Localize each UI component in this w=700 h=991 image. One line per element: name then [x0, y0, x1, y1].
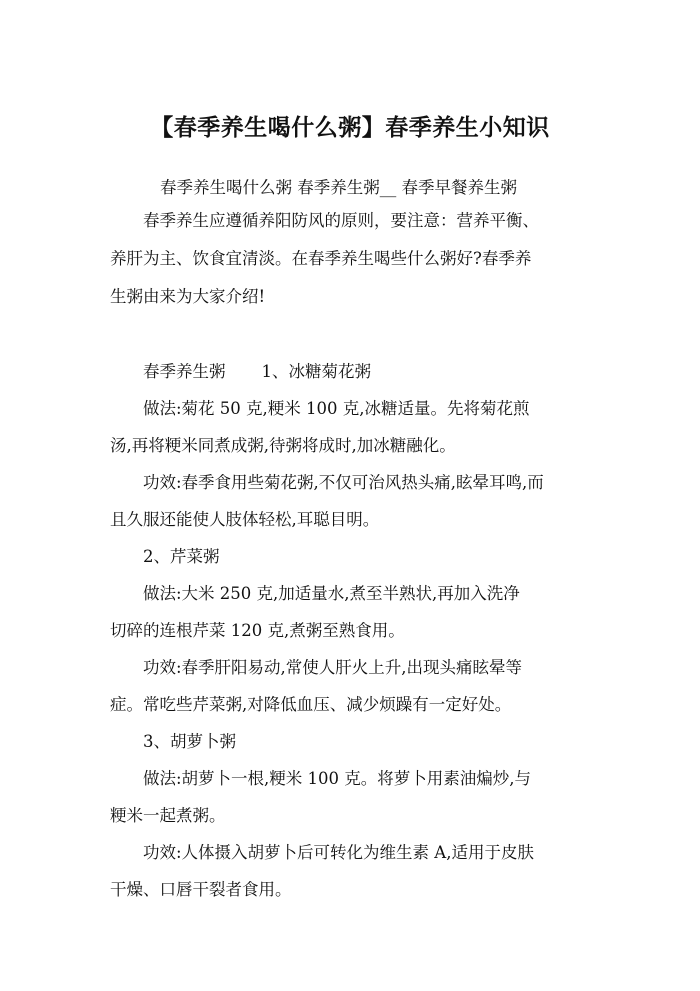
recipe-1-heading-line	[143, 360, 371, 384]
recipe-2-heading: 2、芹菜粥	[143, 547, 220, 566]
recipe-2-effect-line-2: 症。常吃些芹菜粥,对降低血压、减少烦躁有一定好处。	[110, 695, 512, 714]
intro-line-3: 生粥由来为大家介绍!	[110, 287, 266, 306]
recipe-3-effect-line-2: 干燥、口唇干裂者食用。	[110, 880, 292, 899]
recipe-3-method-line-2: 粳米一起煮粥。	[110, 806, 226, 825]
recipe-3-heading: 3、胡萝卜粥	[143, 732, 236, 751]
recipe-3-method-line-1: 做法:胡萝卜一根,粳米 100 克。将萝卜用素油煸炒,与	[143, 769, 532, 788]
recipe-2-effect-line-1: 功效:春季肝阳易动,常使人肝火上升,出现头痛眩晕等	[143, 658, 523, 677]
recipe-1-heading: 1、冰糖菊花粥	[261, 362, 371, 381]
keywords-line: 春季养生喝什么粥 春季养生粥__ 春季早餐养生粥	[160, 178, 517, 197]
recipe-3-effect-line-1: 功效:人体摄入胡萝卜后可转化为维生素 A,适用于皮肤	[143, 843, 534, 862]
document-title: 【春季养生喝什么粥】春季养生小知识	[150, 115, 550, 141]
recipe-2-method-line-2: 切碎的连根芹菜 120 克,煮粥至熟食用。	[110, 621, 405, 640]
recipe-1-method-line-1: 做法:菊花 50 克,粳米 100 克,冰糖适量。先将菊花煎	[143, 399, 530, 418]
recipe-1-method-line-2: 汤,再将粳米同煮成粥,待粥将成时,加冰糖融化。	[110, 436, 456, 455]
intro-line-2: 养肝为主、饮食宜清淡。在春季养生喝些什么粥好?春季养	[110, 249, 532, 268]
section-label: 春季养生粥	[143, 362, 226, 381]
recipe-1-effect-line-2: 且久服还能使人肢体轻松,耳聪目明。	[110, 510, 380, 529]
recipe-2-method-line-1: 做法:大米 250 克,加适量水,煮至半熟状,再加入洗净	[143, 584, 520, 603]
intro-line-1: 春季养生应遵循养阳防风的原则，要注意：营养平衡、	[143, 211, 539, 230]
recipe-1-effect-line-1: 功效:春季食用些菊花粥,不仅可治风热头痛,眩晕耳鸣,而	[143, 473, 544, 492]
